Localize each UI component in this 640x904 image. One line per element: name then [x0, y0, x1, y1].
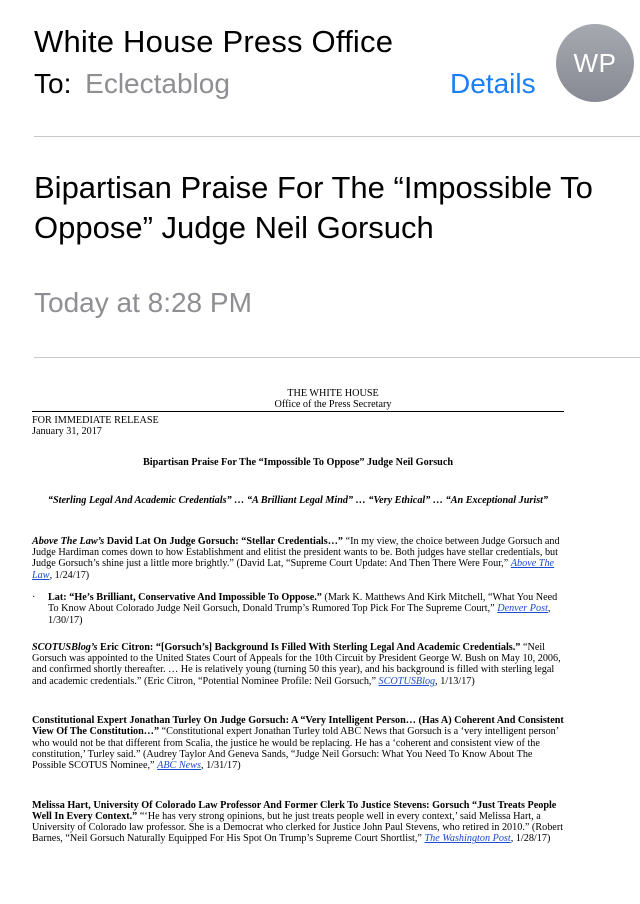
para-lead-italic: Above The Law’s: [32, 535, 105, 547]
para-tail: , 1/31/17): [200, 760, 241, 772]
paragraph-citron: [32, 642, 564, 687]
paragraph-lat: [32, 536, 564, 581]
to-label: To:: [34, 68, 72, 99]
source-link[interactable]: SCOTUSBlog: [378, 675, 436, 687]
avatar[interactable]: WP: [556, 24, 634, 102]
sender-name[interactable]: White House Press Office: [34, 24, 394, 59]
mail-header: [0, 0, 640, 136]
paragraph-hart: [32, 800, 564, 845]
para-tail: , 1/13/17): [435, 675, 475, 687]
recipient-name[interactable]: Eclectablog: [85, 68, 230, 99]
release-date: January 31, 2017: [32, 425, 102, 437]
para-lead: Lat: “He’s Brilliant, Conservative And Impossible To Oppose.”: [48, 591, 322, 603]
recipient-row: [34, 68, 230, 100]
para-lead: Melissa Hart, University Of Colorado Law Professor And Former Clerk To Justice Stevens: Gorsuch “Just Treats People Well In Every Context.”: [32, 799, 557, 822]
para-body: “‘He has very strong opinions, but he just treats people well in every context,’ said Melissa Hart, a University of Colorado law professor. She is a Democrat who clerked for Justice John Paul Stevens, who retired in 2010.” (Robert Barnes, “Neil Gorsuch Naturally Equipped For His Spot On Trump’s Supreme Court Shortlist,”: [32, 810, 564, 845]
paragraph-turley: [32, 715, 564, 771]
para-tail: , 1/30/17): [48, 603, 551, 626]
release-divider: [32, 411, 564, 412]
details-link[interactable]: Details: [450, 68, 536, 99]
para-tail: , 1/28/17): [510, 833, 551, 845]
source-link[interactable]: ABC News: [157, 760, 201, 772]
para-lead: Eric Citron: “[Gorsuch’s] Background Is Filled With Sterling Legal And Academic Credentials.”: [97, 641, 521, 653]
header-divider: [34, 136, 640, 137]
para-tail: , 1/24/17): [49, 569, 90, 581]
para-body: “Constitutional expert Jonathan Turley told ABC News that Gorsuch is a ‘very intelligent person’ who would not be that different from Scalia, the justice he would be replacing. He has a ‘coherent and consistent view of the constitution,’ Turley said.” (Audrey Taylor And Geneva Sands, “Judge Neil Gorsuch: What You Need To Know About The Possible SCOTUS Nominee,”: [32, 726, 559, 772]
press-release-body: [32, 388, 564, 845]
para-body: “In my view, the choice between Judge Gorsuch and Judge Hardiman comes down to how Establishment and elitist the president wants to be. Both judges have stellar credentials, but Judge Gorsuch’s shine just a little more brightly.” (David Lat, “Supreme Court Update: And Then There Were Four,”: [32, 535, 560, 570]
source-link[interactable]: Above The Law: [32, 558, 555, 581]
bullet-dot: ·: [32, 591, 36, 603]
para-body: (Mark K. Matthews And Kirk Mitchell, “What You Need To Know About Colorado Judge Neil Gorsuch, Donald Trump’s Rumored Top Pick For The Supreme Court,”: [48, 591, 558, 615]
release-line: FOR IMMEDIATE RELEASE: [32, 414, 159, 426]
release-office: Office of the Press Secretary: [274, 399, 392, 411]
release-tagline: “Sterling Legal And Academic Credentials” … “A Brilliant Legal Mind” … “Very Ethical” … “An Exceptional Jurist”: [47, 495, 549, 507]
paragraph-lat-bullet: [32, 592, 564, 626]
para-lead: David Lat On Judge Gorsuch: “Stellar Credentials…”: [104, 535, 344, 547]
release-org: THE WHITE HOUSE: [287, 388, 379, 399]
subject-divider: [34, 357, 640, 358]
release-headline: Bipartisan Praise For The “Impossible To Oppose” Judge Neil Gorsuch: [142, 457, 454, 469]
message-date: Today at 8:28 PM: [34, 287, 252, 318]
message-subject: Bipartisan Praise For The “Impossible To Oppose” Judge Neil Gorsuch: [34, 170, 593, 245]
para-lead: Constitutional Expert Jonathan Turley On Judge Gorsuch: A “Very Intelligent Person… (Has A) Coherent And Consistent View Of The Constitution…”: [32, 715, 564, 738]
source-link[interactable]: Denver Post: [497, 603, 548, 615]
para-lead-italic: SCOTUSBlog’s: [32, 641, 98, 653]
source-link[interactable]: The Washington Post: [424, 833, 511, 845]
para-body: “Neil Gorsuch was appointed to the United States Court of Appeals for the 10th Circuit by President George W. Bush on May 10, 2006, and confirmed shortly thereafter. … He is relatively young (turning 50 this year), and his background is filled with sterling legal and academic credentials.” (Eric Citron, “Potential Nominee Profile: Neil Gorsuch,”: [32, 641, 561, 687]
